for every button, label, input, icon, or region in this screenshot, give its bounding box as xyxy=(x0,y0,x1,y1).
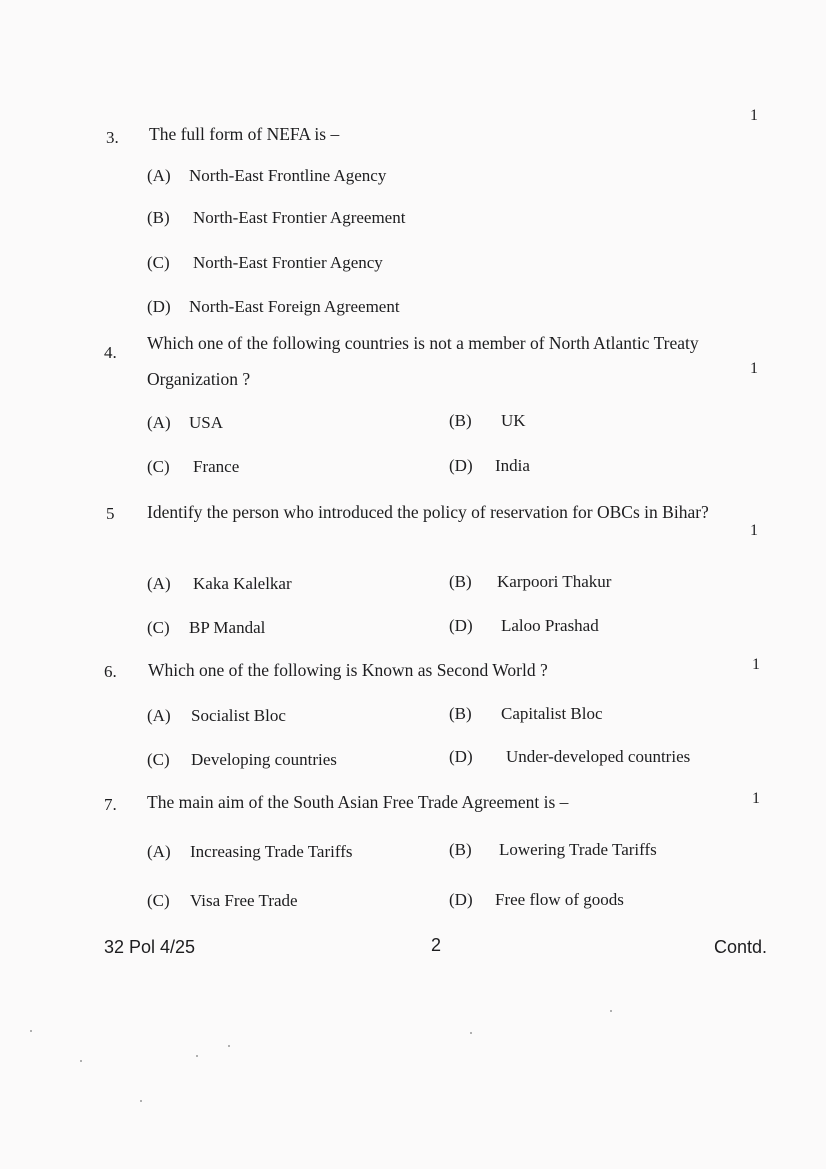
option-label: (C) xyxy=(147,750,170,769)
option-c xyxy=(147,457,239,477)
option-label: (C) xyxy=(147,891,170,910)
option-b xyxy=(147,208,405,228)
option-text: India xyxy=(495,456,530,475)
question-text: The main aim of the South Asian Free Trade Agreement is – xyxy=(147,792,569,812)
option-a xyxy=(147,413,223,433)
option-b xyxy=(449,704,603,724)
question-number: 6. xyxy=(104,662,117,681)
option-b xyxy=(449,411,526,431)
option-d xyxy=(449,747,690,767)
question-number: 3. xyxy=(106,128,119,147)
option-label: (B) xyxy=(449,704,472,723)
option-text: BP Mandal xyxy=(189,618,266,637)
continued-label: Contd. xyxy=(714,937,768,957)
option-label: (A) xyxy=(147,413,171,432)
option-c xyxy=(147,253,383,273)
option-text: France xyxy=(193,457,240,476)
option-text: North-East Foreign Agreement xyxy=(189,297,400,316)
option-label: (B) xyxy=(147,208,170,227)
option-text: Laloo Prashad xyxy=(501,616,599,635)
option-a xyxy=(147,166,386,186)
question-marks: 1 xyxy=(752,656,760,673)
option-text: Kaka Kalelkar xyxy=(193,574,292,593)
option-text: Capitalist Bloc xyxy=(501,704,603,723)
option-label: (D) xyxy=(449,890,473,909)
option-label: (C) xyxy=(147,457,170,476)
question-marks: 1 xyxy=(750,360,758,377)
option-b xyxy=(449,572,611,592)
question-marks: 1 xyxy=(752,790,760,807)
option-label: (B) xyxy=(449,840,472,859)
page-number: 2 xyxy=(431,935,442,955)
option-text: Under-developed countries xyxy=(506,747,691,766)
option-label: (C) xyxy=(147,618,170,637)
option-d xyxy=(449,456,530,476)
question-marks: 1 xyxy=(750,107,758,124)
option-d xyxy=(449,616,599,636)
option-a xyxy=(147,574,292,594)
question-number: 7. xyxy=(104,795,117,814)
option-label: (B) xyxy=(449,411,472,430)
option-label: (D) xyxy=(147,297,171,316)
option-label: (A) xyxy=(147,706,171,725)
option-text: Visa Free Trade xyxy=(190,891,298,910)
question-number: 4. xyxy=(104,343,117,362)
option-text: USA xyxy=(189,413,224,432)
option-label: (D) xyxy=(449,747,473,766)
option-label: (C) xyxy=(147,253,170,272)
option-c xyxy=(147,618,265,638)
option-a xyxy=(147,706,286,726)
option-label: (A) xyxy=(147,574,171,593)
option-a xyxy=(147,842,352,862)
option-text: Karpoori Thakur xyxy=(497,572,612,591)
question-text: Identify the person who introduced the policy of reservation for OBCs in Bihar? xyxy=(147,502,709,522)
option-b xyxy=(449,840,657,860)
option-text: North-East Frontier Agreement xyxy=(193,208,406,227)
option-text: North-East Frontline Agency xyxy=(189,166,387,185)
option-label: (D) xyxy=(449,456,473,475)
option-d xyxy=(449,890,624,910)
option-label: (A) xyxy=(147,842,171,861)
option-text: North-East Frontier Agency xyxy=(193,253,383,272)
question-marks: 1 xyxy=(750,522,758,539)
option-c xyxy=(147,750,337,770)
option-label: (B) xyxy=(449,572,472,591)
question-text: Which one of the following is Known as Second World ? xyxy=(148,660,548,680)
option-text: UK xyxy=(501,411,526,430)
question-text: The full form of NEFA is – xyxy=(149,124,340,144)
option-text: Increasing Trade Tariffs xyxy=(190,842,353,861)
question-text: Which one of the following countries is not a member of North Atlantic Treaty Organization ? xyxy=(147,333,699,389)
option-text: Socialist Bloc xyxy=(191,706,286,725)
option-c xyxy=(147,891,298,911)
option-text: Developing countries xyxy=(191,750,337,769)
option-text: Free flow of goods xyxy=(495,890,624,909)
option-label: (A) xyxy=(147,166,171,185)
paper-code: 32 Pol 4/25 xyxy=(104,937,196,957)
option-label: (D) xyxy=(449,616,473,635)
option-d xyxy=(147,297,400,317)
question-number: 5 xyxy=(106,504,115,523)
option-text: Lowering Trade Tariffs xyxy=(499,840,657,859)
